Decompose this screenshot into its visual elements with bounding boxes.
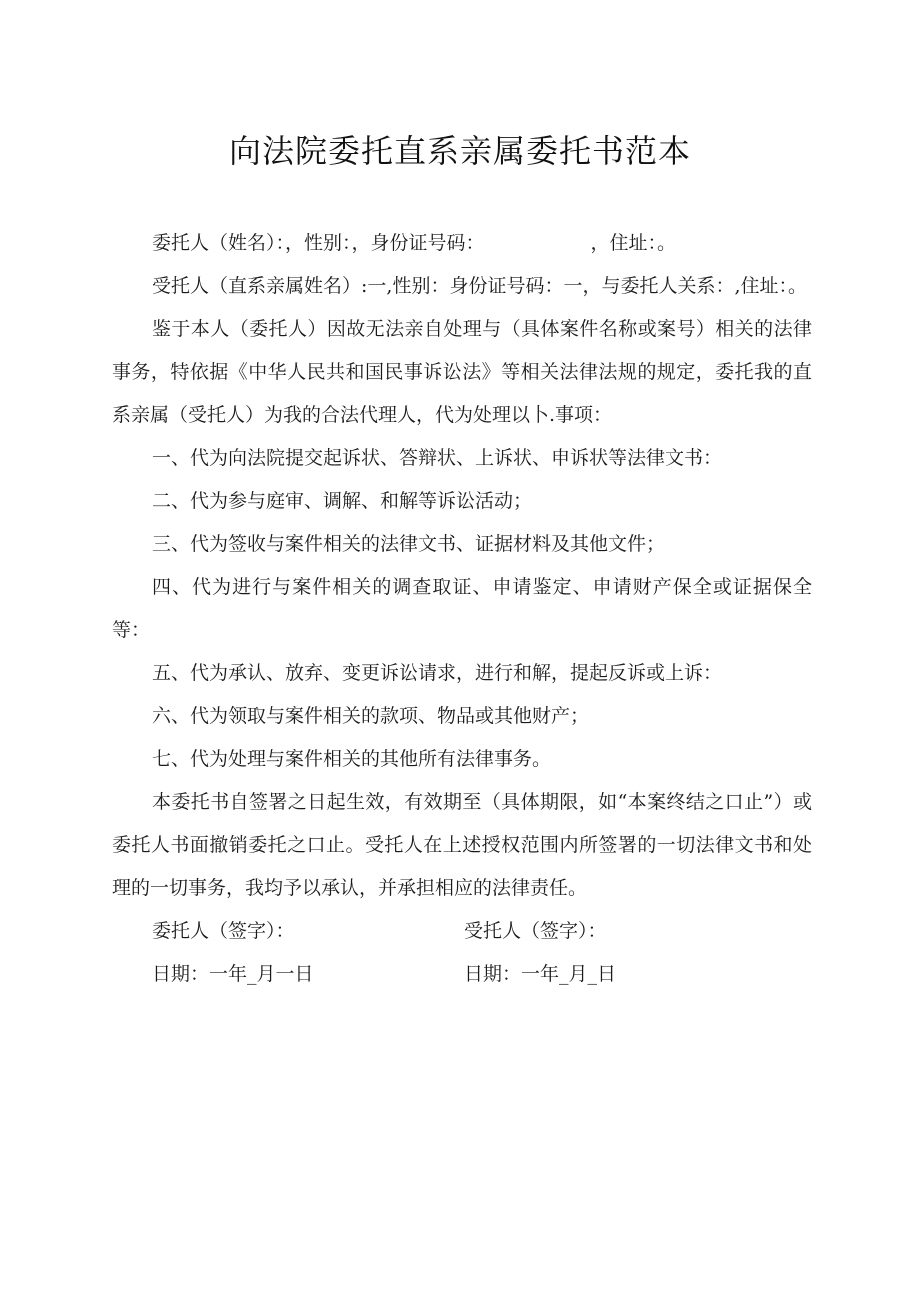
agent-signature: 受托人（签字）： (464, 920, 607, 942)
principal-info-part1: 委托人（姓名）：，性别：，身份证号码： (152, 232, 485, 254)
principal-info (112, 222, 812, 265)
list-item: 一、代为向法院提交起诉状、答辩状、上诉状、申诉状等法律文书： (152, 447, 723, 469)
document-title: 向法院委托直系亲属委托书范本 (228, 132, 691, 170)
list-item: 五、代为承认、放弃、变更诉讼请求，进行和解，提起反诉或上诉： (152, 662, 723, 684)
principal-date: 日期：一年_月一日 (152, 963, 314, 985)
list-item: 七、代为处理与案件相关的其他所有法律事务。 (152, 748, 552, 770)
signature-row (112, 910, 812, 953)
agent-date: 日期：一年_月_日 (464, 963, 617, 985)
intro-paragraph: 鉴于本人（委托人）因故无法亲自处理与（具体案件名称或案号）相关的法律事务，特依据《中华人民共和国民事诉讼法》等相关法律法规的规定，委托我的直系亲属（受托人）为我的合法代理人，代为处理以卜.事项： (112, 318, 812, 426)
date-row (112, 953, 812, 996)
principal-info-part2: ，住址：。 (590, 232, 677, 254)
principal-signature: 委托人（签字）： (152, 920, 295, 942)
list-item: 三、代为签收与案件相关的法律文书、证据材料及其他文件； (152, 533, 666, 555)
list-item: 二、代为参与庭审、调解、和解等诉讼活动； (152, 490, 533, 512)
validity-paragraph: 本委托书自签署之日起生效，有效期至（具体期限，如“本案终结之口止”）或委托人书面撤销委托之口止。受托人在上述授权范围内所签署的一切法律文书和处理的一切事务，我均予以承认，并承担相应的法律责任。 (112, 791, 812, 899)
agent-info: 受托人（直系亲属姓名）:一,性别：身份证号码：一，与委托人关系：,住址：。 (152, 275, 807, 297)
list-item: 六、代为领取与案件相关的款项、物品或其他财产； (152, 705, 590, 727)
list-item: 四、代为进行与案件相关的调查取证、申请鉴定、申请财产保全或证据保全等： (112, 576, 812, 641)
document-body (112, 222, 812, 996)
